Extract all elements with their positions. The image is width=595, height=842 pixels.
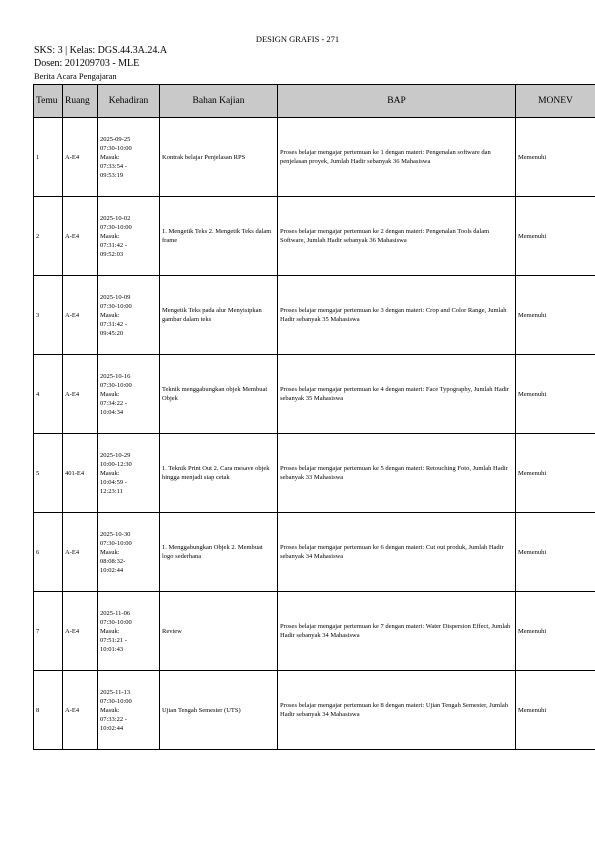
kehadiran-checkin: 07:31:42 - <box>100 241 127 249</box>
cell-temu: 2 <box>34 197 63 276</box>
cell-ruang: A-E4 <box>63 118 98 197</box>
kehadiran-time: 07:30-10:00 <box>100 697 132 705</box>
cell-monev: Memenuhi <box>516 355 595 434</box>
kehadiran-checkout: 09:45:20 <box>100 329 124 337</box>
kehadiran-masuk: Masuk: <box>100 548 120 556</box>
cell-ruang: A-E4 <box>63 276 98 355</box>
col-header-bahan-kajian: Bahan Kajian <box>160 85 278 118</box>
table-row <box>34 513 595 592</box>
cell-ruang: A-E4 <box>63 355 98 434</box>
table-row <box>34 355 595 434</box>
kehadiran-time: 07:30-10:00 <box>100 618 132 626</box>
kehadiran-checkout: 10:02:44 <box>100 566 124 574</box>
kehadiran-masuk: Masuk: <box>100 232 120 240</box>
kehadiran-date: 2025-10-16 <box>100 372 131 380</box>
cell-monev: Memenuhi <box>516 197 595 276</box>
cell-temu: 5 <box>34 434 63 513</box>
table-row <box>34 671 595 750</box>
kehadiran-time: 07:30-10:00 <box>100 223 132 231</box>
kehadiran-masuk: Masuk: <box>100 311 120 319</box>
cell-bap: Proses belajar mengajar pertemuan ke 1 dengan materi: Pengenalan software dan penjelasan proyek, Jumlah Hadir sebanyak 36 Mahasiswa <box>278 118 516 197</box>
kehadiran-date: 2025-10-09 <box>100 293 131 301</box>
cell-monev: Memenuhi <box>516 434 595 513</box>
cell-bap: Proses belajar mengajar pertemuan ke 7 dengan materi: Water Dispersion Effect, Jumlah Hadir sebanyak 34 Mahasiswa <box>278 592 516 671</box>
kehadiran-date: 2025-10-29 <box>100 451 131 459</box>
kehadiran-checkin: 07:33:54 - <box>100 162 127 170</box>
kehadiran-date: 2025-11-06 <box>100 609 131 617</box>
cell-monev: Memenuhi <box>516 592 595 671</box>
kehadiran-checkin: 07:33:22 - <box>100 715 127 723</box>
kehadiran-checkout: 10:04:34 <box>100 408 124 416</box>
kehadiran-checkin: 07:51:21 - <box>100 636 127 644</box>
kehadiran-checkout: 12:23:11 <box>100 487 123 495</box>
cell-bahan-kajian: 1. Teknik Print Out 2. Cara mesave objek hingga menjadi siap cetak <box>160 434 278 513</box>
cell-kehadiran <box>98 118 160 197</box>
col-header-temu: Temu <box>34 85 63 118</box>
col-header-kehadiran: Kehadiran <box>98 85 160 118</box>
cell-bahan-kajian: 1. Menggabungkan Objek 2. Membuat logo sederhana <box>160 513 278 592</box>
kehadiran-date: 2025-10-02 <box>100 214 131 222</box>
document-title: DESIGN GRAFIS - 271 <box>255 34 340 44</box>
col-header-ruang: Ruang <box>63 85 98 118</box>
cell-temu: 1 <box>34 118 63 197</box>
cell-ruang: A-E4 <box>63 671 98 750</box>
kehadiran-time: 07:30-10:00 <box>100 539 132 547</box>
sks-class-info: SKS: 3 | Kelas: DGS.44.3A.24.A <box>34 45 168 56</box>
kehadiran-time: 07:30-10:00 <box>100 144 132 152</box>
cell-ruang: A-E4 <box>63 197 98 276</box>
cell-bap: Proses belajar mengajar pertemuan ke 6 dengan materi: Cut out produk, Jumlah Hadir sebanyak 34 Mahasiswa <box>278 513 516 592</box>
bap-table <box>33 84 595 750</box>
col-header-bap: BAP <box>278 85 516 118</box>
kehadiran-date: 2025-11-13 <box>100 688 131 696</box>
cell-kehadiran <box>98 592 160 671</box>
kehadiran-checkout: 09:53:19 <box>100 171 124 179</box>
kehadiran-checkout: 10:01:43 <box>100 645 124 653</box>
cell-monev: Memenuhi <box>516 513 595 592</box>
col-header-monev: MONEV <box>516 85 595 118</box>
kehadiran-checkin: 07:31:42 - <box>100 320 127 328</box>
cell-temu: 8 <box>34 671 63 750</box>
cell-bahan-kajian: 1. Mengetik Teks 2. Mengetik Teks dalam frame <box>160 197 278 276</box>
cell-kehadiran <box>98 276 160 355</box>
kehadiran-masuk: Masuk: <box>100 706 120 714</box>
cell-kehadiran <box>98 671 160 750</box>
cell-ruang: A-E4 <box>63 513 98 592</box>
cell-temu: 7 <box>34 592 63 671</box>
cell-temu: 3 <box>34 276 63 355</box>
cell-bahan-kajian: Teknik menggabungkan objek Membuat Objek <box>160 355 278 434</box>
cell-kehadiran <box>98 355 160 434</box>
kehadiran-checkin: 10:04:59 - <box>100 478 127 486</box>
dosen-info: Dosen: 201209703 - MLE <box>34 58 140 69</box>
kehadiran-checkout: 09:52:03 <box>100 250 124 258</box>
cell-kehadiran <box>98 513 160 592</box>
cell-temu: 6 <box>34 513 63 592</box>
cell-bap: Proses belajar mengajar pertemuan ke 5 dengan materi: Retouching Foto, Jumlah Hadir sebanyak 33 Mahasiswa <box>278 434 516 513</box>
kehadiran-date: 2025-10-30 <box>100 530 131 538</box>
cell-bahan-kajian: Review <box>160 592 278 671</box>
cell-kehadiran <box>98 434 160 513</box>
cell-bap: Proses belajar mengajar pertemuan ke 8 dengan materi: Ujian Tengah Semester, Jumlah Hadir sebanyak 34 Mahasiswa <box>278 671 516 750</box>
document-subtitle: Berita Acara Pengajaran <box>34 71 117 81</box>
cell-bahan-kajian: Mengetik Teks pada alur Menyisipkan gambar dalam teks <box>160 276 278 355</box>
cell-monev: Memenuhi <box>516 118 595 197</box>
kehadiran-masuk: Masuk: <box>100 627 120 635</box>
kehadiran-checkin: 08:08:32- <box>100 557 126 565</box>
table-row <box>34 592 595 671</box>
cell-temu: 4 <box>34 355 63 434</box>
table-row <box>34 197 595 276</box>
table-header-row <box>34 85 595 118</box>
cell-ruang: A-E4 <box>63 592 98 671</box>
cell-bahan-kajian: Ujian Tengah Semester (UTS) <box>160 671 278 750</box>
kehadiran-masuk: Masuk: <box>100 390 120 398</box>
cell-bap: Proses belajar mengajar pertemuan ke 2 dengan materi: Pengenalan Tools dalam Software, Jumlah Hadir sebanyak 36 Mahasiswa <box>278 197 516 276</box>
cell-monev: Memenuhi <box>516 671 595 750</box>
cell-monev: Memenuhi <box>516 276 595 355</box>
kehadiran-date: 2025-09-25 <box>100 135 131 143</box>
kehadiran-time: 07:30-10:00 <box>100 381 132 389</box>
kehadiran-checkin: 07:34:22 - <box>100 399 127 407</box>
cell-kehadiran <box>98 197 160 276</box>
table-row <box>34 118 595 197</box>
cell-bahan-kajian: Kontrak belajar Penjelasan RPS <box>160 118 278 197</box>
kehadiran-checkout: 10:02:44 <box>100 724 124 732</box>
table-row <box>34 276 595 355</box>
cell-ruang: 401-E4 <box>63 434 98 513</box>
cell-bap: Proses belajar mengajar pertemuan ke 3 dengan materi: Crop and Color Range, Jumlah Hadir sebanyak 35 Mahasiswa <box>278 276 516 355</box>
table-row <box>34 434 595 513</box>
kehadiran-time: 10:00-12:30 <box>100 460 132 468</box>
cell-bap: Proses belajar mengajar pertemuan ke 4 dengan materi: Face Typography, Jumlah Hadir sebanyak 35 Mahasiswa <box>278 355 516 434</box>
kehadiran-masuk: Masuk: <box>100 469 120 477</box>
kehadiran-masuk: Masuk: <box>100 153 120 161</box>
kehadiran-time: 07:30-10:00 <box>100 302 132 310</box>
